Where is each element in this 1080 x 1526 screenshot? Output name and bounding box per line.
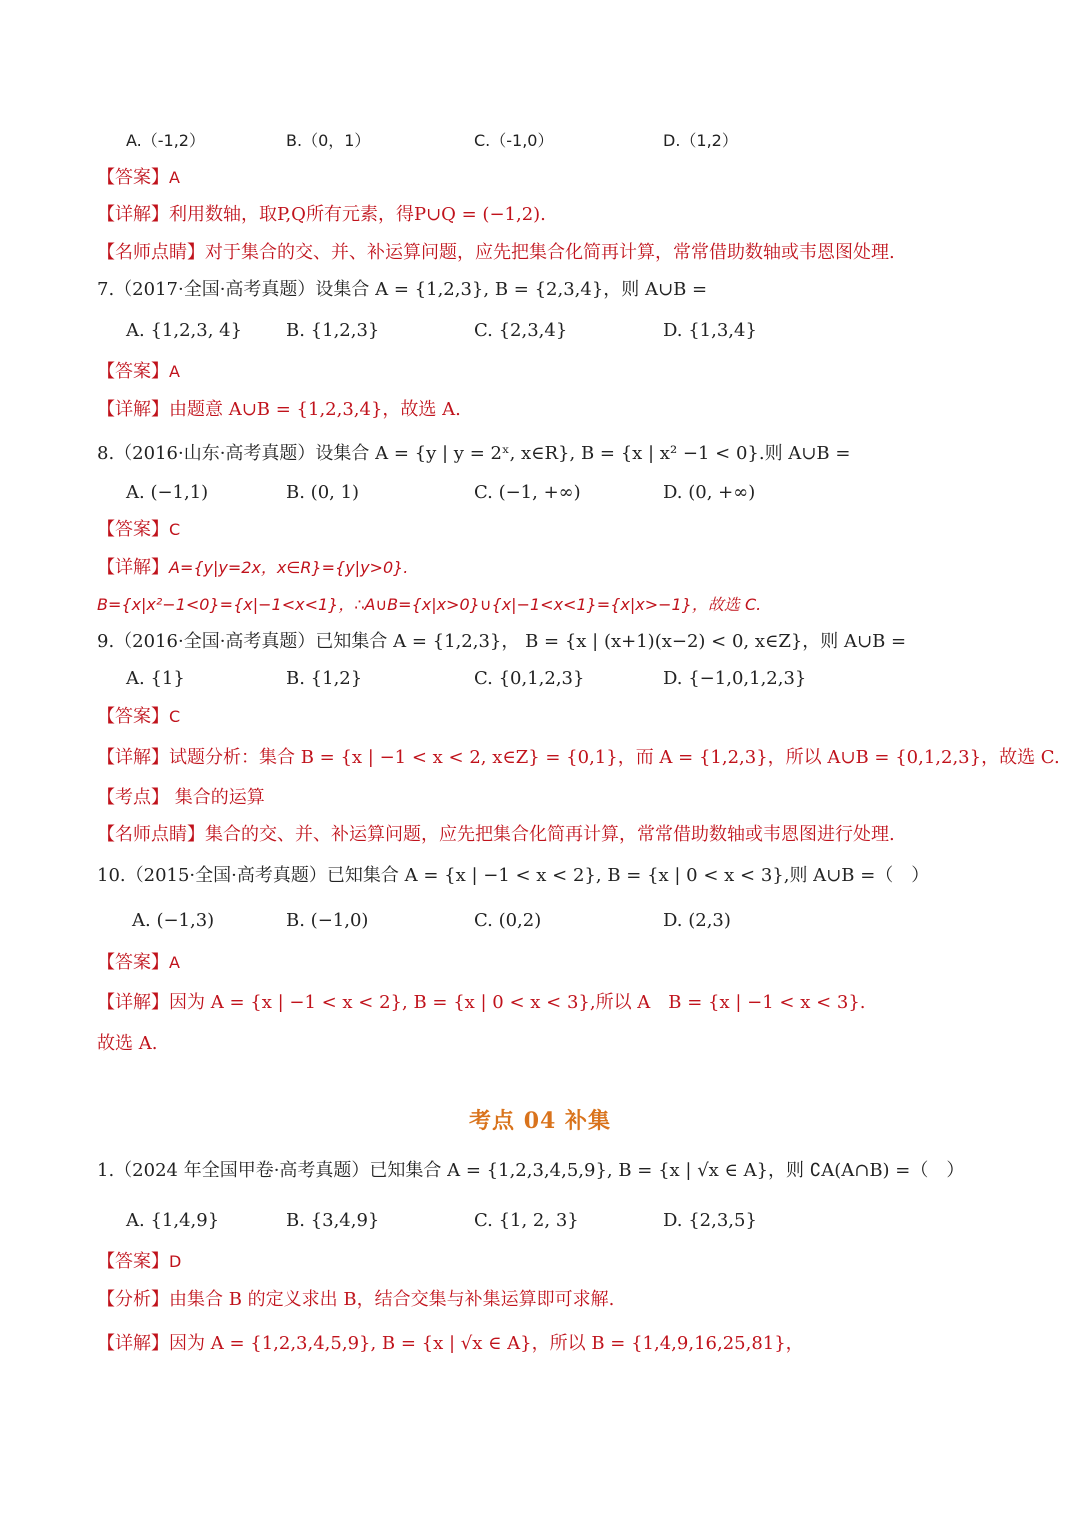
- answer-tag: 【答案】: [97, 706, 169, 727]
- option-d: D. (2,3): [663, 910, 731, 931]
- tip-tag: 【名师点睛】: [97, 242, 205, 263]
- answer-line: [97, 1249, 181, 1275]
- option-c: C. (0,2): [474, 910, 542, 931]
- option-d: D. {2,3,5}: [663, 1210, 757, 1231]
- section-heading: 考点 04 补集: [469, 1108, 611, 1134]
- answer-tag: 【答案】: [97, 167, 169, 188]
- question-stem-q7: 7.（2017·全国·高考真题）设集合 A = {1,2,3}, B = {2,3,4}，则 A∪B =: [97, 279, 708, 300]
- answer-value: A: [169, 168, 180, 187]
- option-c: C.（-1,0）: [474, 131, 554, 150]
- point-tag: 【考点】: [97, 787, 169, 808]
- option-b: B. {1,2,3}: [286, 320, 380, 341]
- option-c: C. {2,3,4}: [474, 320, 568, 341]
- point-line: [97, 785, 265, 811]
- tip-text: 集合的交、并、补运算问题，应先把集合化简再计算，常常借助数轴或韦恩图进行处理.: [205, 824, 895, 845]
- option-c: C. {0,1,2,3}: [474, 668, 585, 689]
- detail-tag: 【详解】: [97, 747, 169, 768]
- detail-text: 由题意 A∪B = {1,2,3,4}，故选 A.: [169, 399, 461, 420]
- option-b: B. {3,4,9}: [286, 1210, 380, 1231]
- detail-text: 因为 A = {x | −1 < x < 2}, B = {x | 0 < x < 3},所以 A B = {x | −1 < x < 3}.: [169, 992, 866, 1013]
- detail-text-continued: B={x|x²−1<0}={x|−1<x<1}，∴A∪B={x|x>0}∪{x|−1<x<1}={x|x>−1}，故选 C.: [97, 595, 762, 614]
- question-stem-s4q1: 1.（2024 年全国甲卷·高考真题）已知集合 A = {1,2,3,4,5,9}, B = {x | √x ∈ A}，则 ∁A(A∩B) =（ ）: [97, 1160, 965, 1181]
- answer-line: [97, 704, 180, 730]
- conclusion-text: 故选 A.: [97, 1033, 158, 1054]
- answer-line: [97, 517, 180, 543]
- option-c: C. (−1, +∞): [474, 482, 581, 503]
- detail-text: 利用数轴，取P,Q所有元素，得P∪Q = (−1,2).: [169, 204, 546, 225]
- tip-tag: 【名师点睛】: [97, 824, 205, 845]
- answer-value: D: [169, 1252, 182, 1271]
- tip-line: [97, 240, 895, 266]
- answer-value: C: [169, 520, 181, 539]
- option-d: D. {1,3,4}: [663, 320, 757, 341]
- option-b: B.（0，1）: [286, 131, 371, 150]
- detail-text: A={y|y=2x，x∈R}={y|y>0}.: [169, 558, 409, 577]
- analysis-line: [97, 1287, 614, 1313]
- answer-line: [97, 165, 180, 191]
- answer-line: [97, 950, 180, 976]
- point-text: 集合的运算: [169, 787, 265, 808]
- option-b: B. (−1,0): [286, 910, 369, 931]
- option-a: A. (−1,3): [132, 910, 215, 931]
- detail-tag: 【详解】: [97, 204, 169, 225]
- tip-text: 对于集合的交、并、补运算问题，应先把集合化简再计算，常常借助数轴或韦恩图处理.: [205, 242, 895, 263]
- detail-line: [97, 990, 866, 1016]
- answer-tag: 【答案】: [97, 361, 169, 382]
- detail-line: [97, 1331, 804, 1357]
- option-a: A. {1,2,3, 4}: [126, 320, 243, 341]
- detail-text: 试题分析：集合 B = {x | −1 < x < 2, x∈Z} = {0,1}，而 A = {1,2,3}，所以 A∪B = {0,1,2,3}，故选 C.: [169, 747, 1060, 768]
- answer-value: A: [169, 362, 180, 381]
- analysis-tag: 【分析】: [97, 1289, 169, 1310]
- option-b: B. {1,2}: [286, 668, 363, 689]
- question-stem-q10: 10.（2015·全国·高考真题）已知集合 A = {x | −1 < x < 2}, B = {x | 0 < x < 3},则 A∪B =（ ）: [97, 865, 930, 886]
- option-c: C. {1, 2, 3}: [474, 1210, 579, 1231]
- option-a: A. {1,4,9}: [126, 1210, 220, 1231]
- answer-line: [97, 359, 180, 385]
- tip-line: [97, 822, 895, 848]
- question-stem-q9: 9.（2016·全国·高考真题）已知集合 A = {1,2,3}， B = {x | (x+1)(x−2) < 0, x∈Z}，则 A∪B =: [97, 631, 907, 652]
- option-a: A. (−1,1): [126, 482, 209, 503]
- option-a: A.（-1,2）: [126, 131, 205, 150]
- answer-tag: 【答案】: [97, 519, 169, 540]
- option-d: D. (0, +∞): [663, 482, 756, 503]
- answer-tag: 【答案】: [97, 952, 169, 973]
- detail-tag: 【详解】: [97, 399, 169, 420]
- question-stem-q8: 8.（2016·山东·高考真题）设集合 A = {y | y = 2ˣ, x∈R}, B = {x | x² −1 < 0}.则 A∪B =: [97, 443, 851, 464]
- detail-text: 因为 A = {1,2,3,4,5,9}, B = {x | √x ∈ A}，所以 B = {1,4,9,16,25,81}，: [169, 1333, 804, 1354]
- answer-value: C: [169, 707, 181, 726]
- option-d: D.（1,2）: [663, 131, 738, 150]
- detail-line: [97, 745, 1060, 771]
- detail-tag: 【详解】: [97, 557, 169, 578]
- detail-tag: 【详解】: [97, 992, 169, 1013]
- detail-line: [97, 397, 461, 423]
- detail-line: [97, 555, 408, 581]
- option-b: B. (0, 1): [286, 482, 360, 503]
- option-a: A. {1}: [126, 668, 185, 689]
- detail-line: [97, 202, 546, 228]
- option-d: D. {−1,0,1,2,3}: [663, 668, 807, 689]
- answer-tag: 【答案】: [97, 1251, 169, 1272]
- answer-value: A: [169, 953, 180, 972]
- detail-tag: 【详解】: [97, 1333, 169, 1354]
- analysis-text: 由集合 B 的定义求出 B，结合交集与补集运算即可求解.: [169, 1289, 615, 1310]
